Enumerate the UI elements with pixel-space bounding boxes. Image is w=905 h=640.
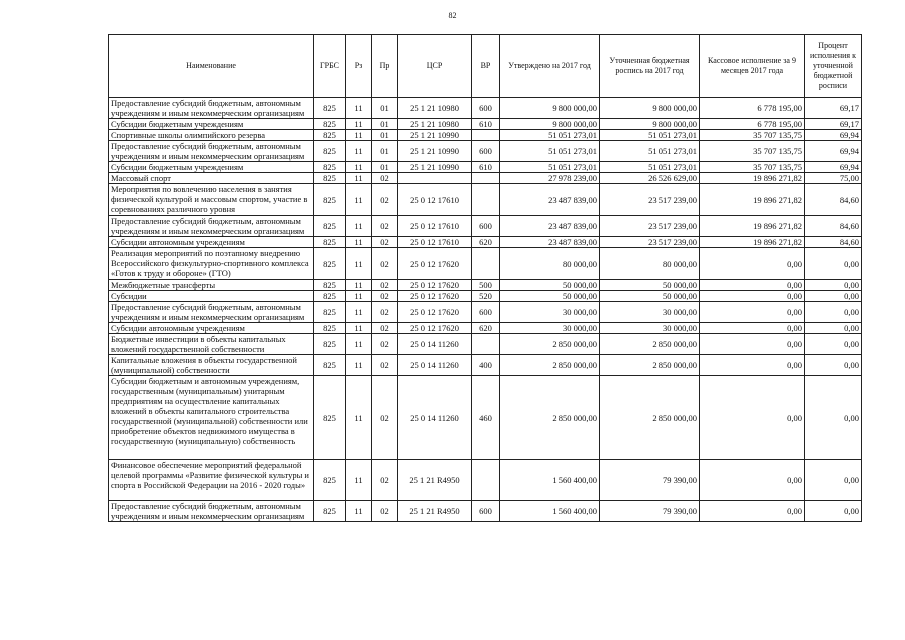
cell-name: Межбюджетные трансферты: [109, 280, 314, 291]
cell-vr: [472, 460, 500, 501]
cell-refined: 9 800 000,00: [600, 119, 700, 130]
cell-rz: 11: [346, 173, 372, 184]
table-row: [109, 280, 862, 291]
cell-grbs: 825: [314, 355, 346, 376]
cell-csr: 25 0 14 11260: [398, 355, 472, 376]
cell-approved: 2 850 000,00: [500, 355, 600, 376]
cell-pr: 02: [372, 501, 398, 522]
cell-approved: 1 560 400,00: [500, 460, 600, 501]
cell-approved: 9 800 000,00: [500, 98, 600, 119]
header-percent: Процент исполнения к уточненной бюджетной росписи: [805, 35, 862, 98]
cell-percent: 0,00: [805, 248, 862, 280]
table-row: [109, 334, 862, 355]
cell-grbs: 825: [314, 173, 346, 184]
cell-percent: 69,94: [805, 162, 862, 173]
cell-refined: 23 517 239,00: [600, 184, 700, 216]
cell-grbs: 825: [314, 302, 346, 323]
cell-approved: 80 000,00: [500, 248, 600, 280]
cell-cash: 0,00: [700, 460, 805, 501]
cell-pr: 02: [372, 216, 398, 237]
cell-name: Мероприятия по вовлечению населения в занятия физической культурой и массовым спортом, участие в соревнованиях различного уровня: [109, 184, 314, 216]
cell-refined: 2 850 000,00: [600, 355, 700, 376]
table-row: [109, 291, 862, 302]
cell-pr: 02: [372, 334, 398, 355]
cell-pr: 02: [372, 302, 398, 323]
cell-vr: [472, 334, 500, 355]
table-row: [109, 302, 862, 323]
cell-vr: 400: [472, 355, 500, 376]
cell-name: Бюджетные инвестиции в объекты капитальных вложений государственной собственности: [109, 334, 314, 355]
cell-name: Массовый спорт: [109, 173, 314, 184]
cell-csr: [398, 173, 472, 184]
table-row: [109, 501, 862, 522]
cell-grbs: 825: [314, 184, 346, 216]
header-refined: Уточненная бюджетная роспись на 2017 год: [600, 35, 700, 98]
cell-refined: 9 800 000,00: [600, 98, 700, 119]
cell-approved: 2 850 000,00: [500, 334, 600, 355]
cell-vr: 620: [472, 237, 500, 248]
cell-vr: [472, 130, 500, 141]
cell-rz: 11: [346, 501, 372, 522]
cell-percent: 69,17: [805, 119, 862, 130]
cell-percent: 69,17: [805, 98, 862, 119]
cell-rz: 11: [346, 376, 372, 460]
table-body: [109, 98, 862, 522]
cell-vr: 600: [472, 216, 500, 237]
cell-grbs: 825: [314, 323, 346, 334]
cell-cash: 35 707 135,75: [700, 141, 805, 162]
cell-rz: 11: [346, 302, 372, 323]
cell-percent: 75,00: [805, 173, 862, 184]
cell-cash: 0,00: [700, 355, 805, 376]
header-cash: Кассовое исполнение за 9 месяцев 2017 года: [700, 35, 805, 98]
table-row: [109, 98, 862, 119]
cell-percent: 0,00: [805, 460, 862, 501]
cell-csr: 25 0 12 17610: [398, 184, 472, 216]
cell-refined: 50 000,00: [600, 291, 700, 302]
cell-rz: 11: [346, 291, 372, 302]
cell-vr: 600: [472, 98, 500, 119]
cell-vr: 620: [472, 323, 500, 334]
table-row: [109, 460, 862, 501]
cell-approved: 50 000,00: [500, 291, 600, 302]
cell-csr: 25 1 21 R4950: [398, 460, 472, 501]
cell-name: Субсидии бюджетным и автономным учреждениям, государственным (муниципальным) унитарным предприятиям на осуществление капитальных вложений в объекты капитального строительства государственной (муниципальной) собственности или приобретение объектов недвижимого имущества в государственную (муниципальную) собственность: [109, 376, 314, 460]
table-row: [109, 323, 862, 334]
cell-percent: 0,00: [805, 291, 862, 302]
cell-approved: 9 800 000,00: [500, 119, 600, 130]
cell-refined: 79 390,00: [600, 501, 700, 522]
cell-pr: 01: [372, 162, 398, 173]
cell-rz: 11: [346, 119, 372, 130]
cell-cash: 19 896 271,82: [700, 184, 805, 216]
cell-percent: 0,00: [805, 501, 862, 522]
cell-pr: 02: [372, 248, 398, 280]
table-row: [109, 162, 862, 173]
cell-cash: 6 778 195,00: [700, 119, 805, 130]
cell-rz: 11: [346, 280, 372, 291]
cell-approved: 51 051 273,01: [500, 130, 600, 141]
cell-vr: 500: [472, 280, 500, 291]
cell-refined: 23 517 239,00: [600, 216, 700, 237]
cell-grbs: 825: [314, 501, 346, 522]
cell-percent: 0,00: [805, 323, 862, 334]
cell-pr: 01: [372, 141, 398, 162]
cell-refined: 2 850 000,00: [600, 334, 700, 355]
cell-grbs: 825: [314, 376, 346, 460]
table-row: [109, 173, 862, 184]
cell-name: Субсидии: [109, 291, 314, 302]
cell-vr: 600: [472, 501, 500, 522]
cell-rz: 11: [346, 98, 372, 119]
cell-name: Капитальные вложения в объекты государственной (муниципальной) собственности: [109, 355, 314, 376]
table-row: [109, 184, 862, 216]
table-row: [109, 119, 862, 130]
cell-approved: 50 000,00: [500, 280, 600, 291]
cell-grbs: 825: [314, 237, 346, 248]
cell-percent: 69,94: [805, 141, 862, 162]
cell-name: Субсидии бюджетным учреждениям: [109, 119, 314, 130]
header-pr: Пр: [372, 35, 398, 98]
cell-name: Предоставление субсидий бюджетным, автономным учреждениям и иным некоммерческим организациям: [109, 98, 314, 119]
cell-grbs: 825: [314, 130, 346, 141]
cell-percent: 84,60: [805, 184, 862, 216]
cell-refined: 79 390,00: [600, 460, 700, 501]
cell-approved: 51 051 273,01: [500, 141, 600, 162]
cell-vr: 600: [472, 141, 500, 162]
cell-cash: 0,00: [700, 376, 805, 460]
cell-rz: 11: [346, 323, 372, 334]
cell-pr: 01: [372, 98, 398, 119]
cell-name: Предоставление субсидий бюджетным, автономным учреждениям и иным некоммерческим организациям: [109, 141, 314, 162]
cell-approved: 23 487 839,00: [500, 237, 600, 248]
cell-name: Предоставление субсидий бюджетным, автономным учреждениям и иным некоммерческим организациям: [109, 216, 314, 237]
cell-vr: [472, 184, 500, 216]
cell-rz: 11: [346, 237, 372, 248]
cell-vr: 600: [472, 302, 500, 323]
cell-grbs: 825: [314, 98, 346, 119]
cell-refined: 30 000,00: [600, 302, 700, 323]
table-header-row: [109, 35, 862, 98]
cell-vr: 610: [472, 119, 500, 130]
cell-rz: 11: [346, 141, 372, 162]
cell-pr: 01: [372, 119, 398, 130]
cell-cash: 19 896 271,82: [700, 216, 805, 237]
cell-rz: 11: [346, 130, 372, 141]
cell-grbs: 825: [314, 291, 346, 302]
cell-percent: 0,00: [805, 280, 862, 291]
cell-vr: 460: [472, 376, 500, 460]
cell-name: Финансовое обеспечение мероприятий федеральной целевой программы «Развитие физической культуры и спорта в Российской Федерации на 2016 - 2020 годы»: [109, 460, 314, 501]
cell-pr: 02: [372, 280, 398, 291]
page-number: 82: [448, 11, 457, 20]
cell-grbs: 825: [314, 248, 346, 280]
cell-pr: 02: [372, 323, 398, 334]
cell-refined: 30 000,00: [600, 323, 700, 334]
cell-percent: 84,60: [805, 216, 862, 237]
cell-csr: 25 0 12 17620: [398, 302, 472, 323]
cell-csr: 25 0 12 17610: [398, 216, 472, 237]
header-approved: Утверждено на 2017 год: [500, 35, 600, 98]
cell-name: Субсидии бюджетным учреждениям: [109, 162, 314, 173]
cell-csr: 25 1 21 10990: [398, 162, 472, 173]
cell-name: Реализация мероприятий по поэтапному внедрению Всероссийского физкультурно-спортивного комплекса «Готов к труду и обороне» (ГТО): [109, 248, 314, 280]
cell-approved: 1 560 400,00: [500, 501, 600, 522]
cell-approved: 30 000,00: [500, 323, 600, 334]
cell-percent: 0,00: [805, 334, 862, 355]
cell-csr: 25 0 14 11260: [398, 334, 472, 355]
cell-name: Предоставление субсидий бюджетным, автономным учреждениям и иным некоммерческим организациям: [109, 302, 314, 323]
cell-cash: 19 896 271,82: [700, 237, 805, 248]
cell-refined: 26 526 629,00: [600, 173, 700, 184]
cell-pr: 02: [372, 376, 398, 460]
cell-rz: 11: [346, 334, 372, 355]
cell-cash: 0,00: [700, 334, 805, 355]
cell-pr: 02: [372, 237, 398, 248]
table-row: [109, 237, 862, 248]
cell-csr: 25 1 21 10990: [398, 141, 472, 162]
cell-grbs: 825: [314, 141, 346, 162]
header-grbs: ГРБС: [314, 35, 346, 98]
cell-cash: 0,00: [700, 291, 805, 302]
cell-percent: 84,60: [805, 237, 862, 248]
cell-approved: 23 487 839,00: [500, 216, 600, 237]
cell-pr: 02: [372, 460, 398, 501]
cell-pr: 02: [372, 291, 398, 302]
cell-percent: 0,00: [805, 302, 862, 323]
cell-grbs: 825: [314, 334, 346, 355]
cell-approved: 2 850 000,00: [500, 376, 600, 460]
cell-refined: 51 051 273,01: [600, 162, 700, 173]
cell-cash: 19 896 271,82: [700, 173, 805, 184]
header-rz: Рз: [346, 35, 372, 98]
cell-csr: 25 0 12 17620: [398, 280, 472, 291]
budget-table: [108, 34, 862, 522]
cell-cash: 0,00: [700, 323, 805, 334]
cell-refined: 50 000,00: [600, 280, 700, 291]
header-vr: ВР: [472, 35, 500, 98]
cell-rz: 11: [346, 184, 372, 216]
table-row: [109, 248, 862, 280]
cell-vr: 520: [472, 291, 500, 302]
table-row: [109, 376, 862, 460]
cell-name: Субсидии автономным учреждениям: [109, 237, 314, 248]
cell-approved: 30 000,00: [500, 302, 600, 323]
cell-percent: 0,00: [805, 376, 862, 460]
table-row: [109, 141, 862, 162]
cell-grbs: 825: [314, 280, 346, 291]
cell-refined: 51 051 273,01: [600, 130, 700, 141]
cell-name: Спортивные школы олимпийского резерва: [109, 130, 314, 141]
cell-refined: 80 000,00: [600, 248, 700, 280]
cell-csr: 25 1 21 10980: [398, 98, 472, 119]
cell-pr: 02: [372, 173, 398, 184]
cell-refined: 2 850 000,00: [600, 376, 700, 460]
cell-vr: 610: [472, 162, 500, 173]
cell-approved: 51 051 273,01: [500, 162, 600, 173]
cell-csr: 25 1 21 10990: [398, 130, 472, 141]
cell-cash: 0,00: [700, 302, 805, 323]
table-row: [109, 216, 862, 237]
header-csr: ЦСР: [398, 35, 472, 98]
cell-rz: 11: [346, 355, 372, 376]
cell-rz: 11: [346, 460, 372, 501]
cell-grbs: 825: [314, 216, 346, 237]
cell-cash: 0,00: [700, 248, 805, 280]
cell-percent: 69,94: [805, 130, 862, 141]
cell-cash: 35 707 135,75: [700, 130, 805, 141]
cell-csr: 25 1 21 R4950: [398, 501, 472, 522]
cell-csr: 25 0 12 17620: [398, 291, 472, 302]
cell-vr: [472, 248, 500, 280]
cell-csr: 25 0 14 11260: [398, 376, 472, 460]
table-row: [109, 355, 862, 376]
cell-grbs: 825: [314, 162, 346, 173]
cell-pr: 01: [372, 130, 398, 141]
cell-csr: 25 1 21 10980: [398, 119, 472, 130]
header-name: Наименование: [109, 35, 314, 98]
cell-rz: 11: [346, 162, 372, 173]
cell-approved: 23 487 839,00: [500, 184, 600, 216]
cell-cash: 35 707 135,75: [700, 162, 805, 173]
cell-name: Субсидии автономным учреждениям: [109, 323, 314, 334]
cell-rz: 11: [346, 248, 372, 280]
cell-cash: 6 778 195,00: [700, 98, 805, 119]
cell-csr: 25 0 12 17620: [398, 248, 472, 280]
cell-refined: 23 517 239,00: [600, 237, 700, 248]
cell-vr: [472, 173, 500, 184]
cell-refined: 51 051 273,01: [600, 141, 700, 162]
cell-name: Предоставление субсидий бюджетным, автономным учреждениям и иным некоммерческим организациям: [109, 501, 314, 522]
cell-pr: 02: [372, 355, 398, 376]
cell-grbs: 825: [314, 460, 346, 501]
cell-pr: 02: [372, 184, 398, 216]
cell-grbs: 825: [314, 119, 346, 130]
cell-rz: 11: [346, 216, 372, 237]
cell-cash: 0,00: [700, 501, 805, 522]
cell-approved: 27 978 239,00: [500, 173, 600, 184]
cell-csr: 25 0 12 17620: [398, 323, 472, 334]
cell-percent: 0,00: [805, 355, 862, 376]
cell-csr: 25 0 12 17610: [398, 237, 472, 248]
table-row: [109, 130, 862, 141]
cell-cash: 0,00: [700, 280, 805, 291]
